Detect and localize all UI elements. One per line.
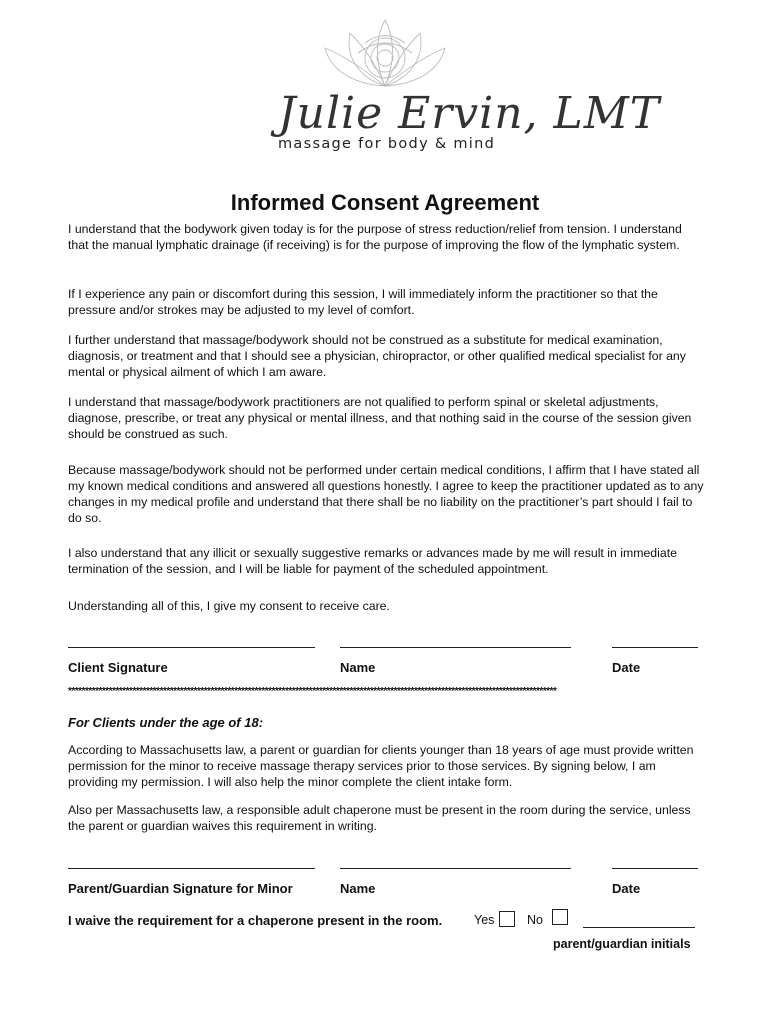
minor-paragraph: According to Massachusetts law, a parent or guardian for clients younger than 18 years of age must provide written permission for the minor to receive massage therapy services prior to those services. By signing below, I am providing my permission. I will also help the minor complete the client intake form. xyxy=(68,743,694,789)
initials-line[interactable] xyxy=(583,927,695,928)
waiver-no-label: No xyxy=(527,913,543,927)
guardian-name-label: Name xyxy=(340,881,376,896)
minor-paragraph: Also per Massachusetts law, a responsible adult chaperone must be present in the room during the service, unless the parent or guardian waives this requirement in writing. xyxy=(68,803,691,833)
mandala-ornament-icon xyxy=(320,18,450,88)
logo-tagline: massage for body & mind xyxy=(278,136,496,152)
client-name-line[interactable] xyxy=(340,647,571,648)
guardian-date-line[interactable] xyxy=(612,868,698,869)
guardian-signature-label: Parent/Guardian Signature for Minor xyxy=(68,881,293,896)
page-title: Informed Consent Agreement xyxy=(230,190,540,215)
client-signature-label: Client Signature xyxy=(68,660,168,675)
consent-paragraph: I also understand that any illicit or sexually suggestive remarks or advances made by me will result in immediate termination of the session, and I will be liable for payment of the scheduled appointment. xyxy=(68,546,677,576)
waiver-yes-checkbox[interactable] xyxy=(499,911,515,927)
waiver-no-checkbox[interactable] xyxy=(552,909,568,925)
section-divider: ************************************************************************************************************************************************ xyxy=(68,686,557,697)
initials-label: parent/guardian initials xyxy=(553,937,691,951)
minor-section-heading: For Clients under the age of 18: xyxy=(68,715,264,730)
consent-paragraph: I understand that the bodywork given today is for the purpose of stress reduction/relief from tension. I understand that the manual lymphatic drainage (if receiving) is for the purpose of improving the flow of the lymphatic system. xyxy=(68,222,682,252)
waiver-yes-label: Yes xyxy=(474,913,495,927)
client-date-label: Date xyxy=(612,660,641,675)
client-signature-line[interactable] xyxy=(68,647,315,648)
consent-paragraph: Because massage/bodywork should not be performed under certain medical conditions, I affirm that I have stated all my known medical conditions and answered all questions honestly. I agree to keep the practitioner updated as to any changes in my medical profile and understand that there shall be no liability on the practitioner’s part should I fail to do so. xyxy=(68,463,704,525)
consent-paragraph: Understanding all of this, I give my consent to receive care. xyxy=(68,599,390,613)
client-date-line[interactable] xyxy=(612,647,698,648)
consent-paragraph: I understand that massage/bodywork practitioners are not qualified to perform spinal or skeletal adjustments, diagnose, prescribe, or treat any physical or mental illness, and that nothing said in the course of the session given should be construed as such. xyxy=(68,395,692,441)
client-name-label: Name xyxy=(340,660,376,675)
business-logo xyxy=(270,18,661,158)
guardian-signature-line[interactable] xyxy=(68,868,315,869)
guardian-name-line[interactable] xyxy=(340,868,571,869)
logo-name: Julie Ervin, LMT xyxy=(278,88,661,139)
guardian-date-label: Date xyxy=(612,881,641,896)
chaperone-waiver-text: I waive the requirement for a chaperone present in the room. xyxy=(68,913,443,928)
consent-paragraph: I further understand that massage/bodywork should not be construed as a substitute for medical examination, diagnosis, or treatment and that I should see a physician, chiropractor, or other qualified medical specialist for any mental or physical ailment of which I am aware. xyxy=(68,333,686,379)
consent-paragraph: If I experience any pain or discomfort during this session, I will immediately inform the practitioner so that the pressure and/or strokes may be adjusted to my level of comfort. xyxy=(68,287,658,317)
